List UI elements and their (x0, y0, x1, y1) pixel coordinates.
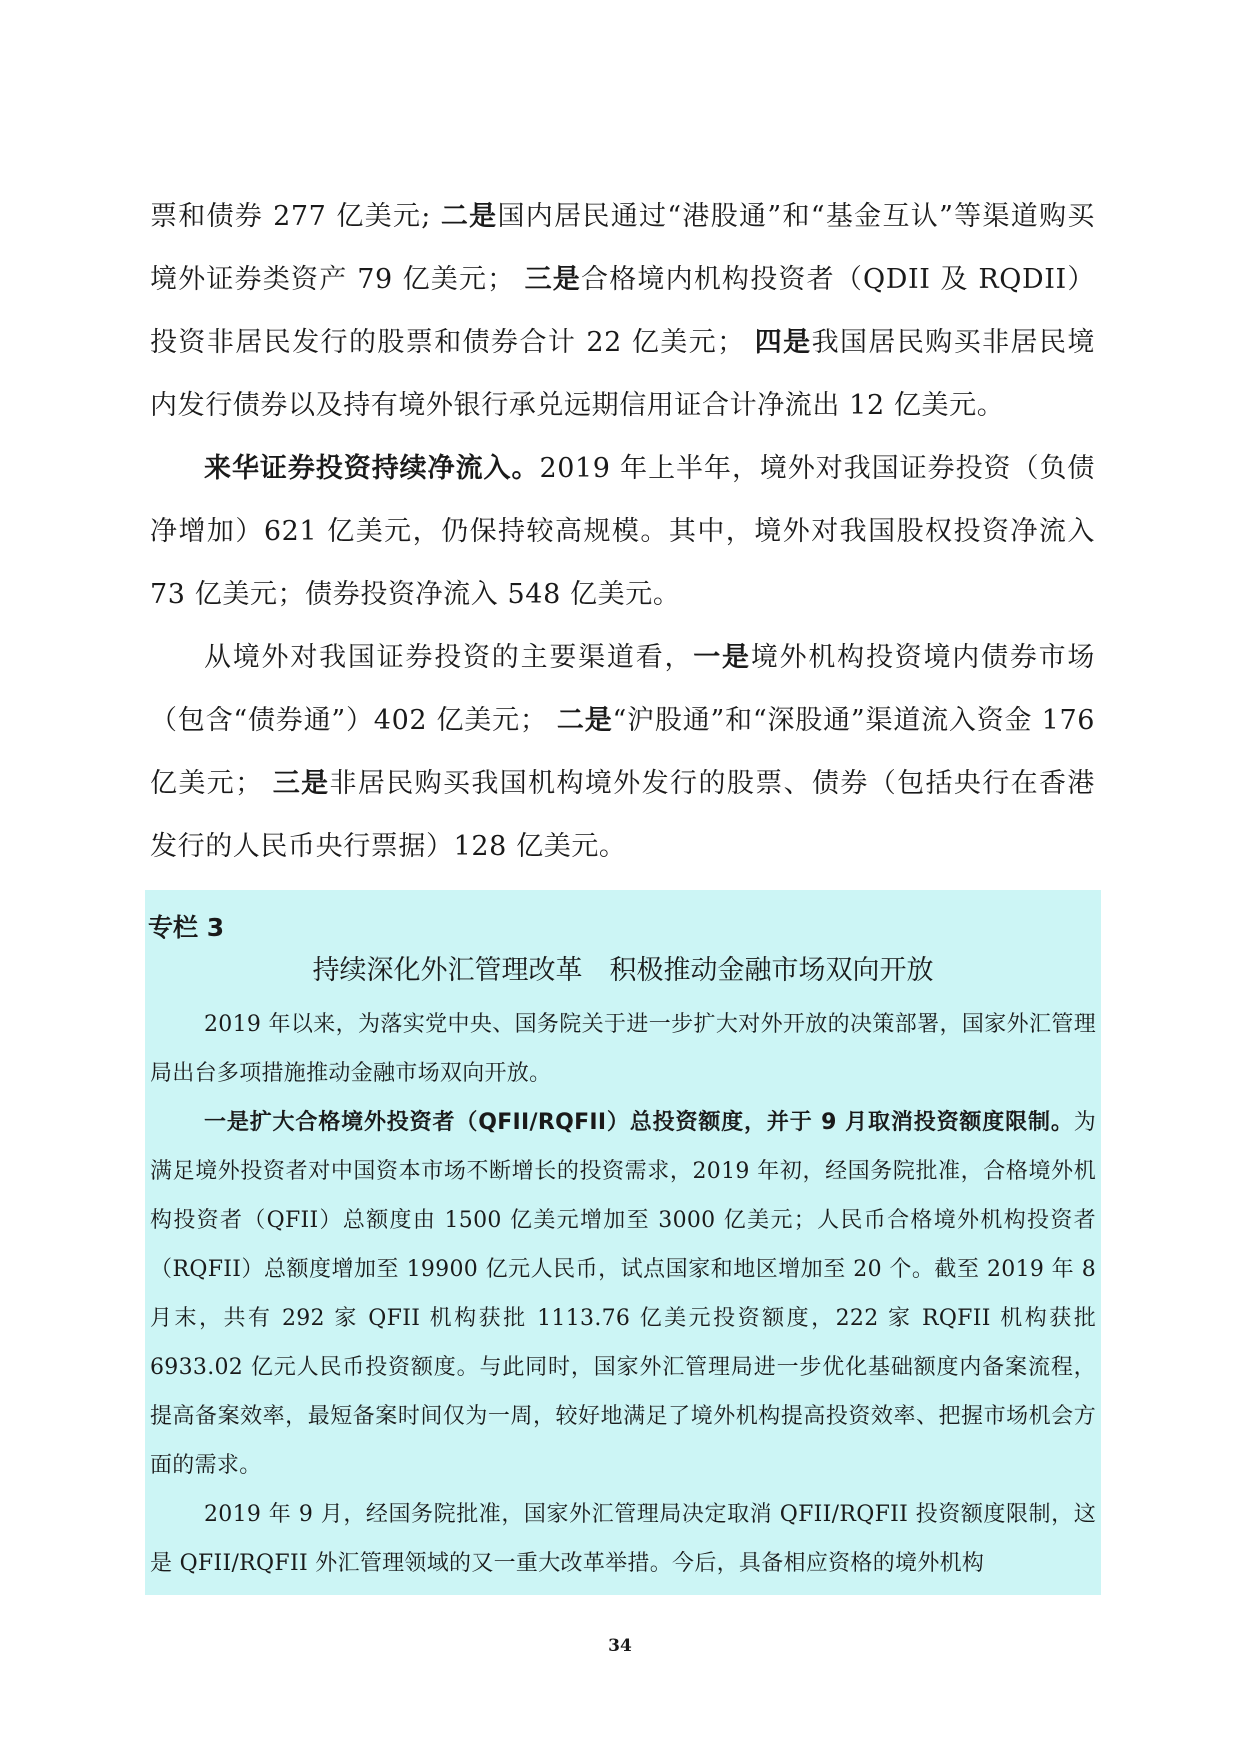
page-number: 34 (608, 1636, 632, 1656)
column-box-body (150, 1000, 1096, 1588)
column-paragraph-qfii-quota (150, 1098, 1096, 1490)
text-segment: 2019 年上半年，境外对我国证券投资（负债净增加）621 亿美元，仍保持较高规模。其中，境外对我国股权投资净流入 73 亿美元；债券投资净流入 548 亿美元。 (150, 453, 1095, 610)
text-segment: “沪股通”和“深股通”渠道流入资金 176 亿美元； (150, 705, 1096, 799)
text-segment: 票和债券 277 亿美元; (150, 201, 441, 232)
emphasis-third: 三是 (272, 768, 330, 799)
paragraph-heading: 来华证券投资持续净流入。 (204, 453, 540, 484)
text-segment: 非居民购买我国机构境外发行的股票、债券（包括央行在香港发行的人民币央行票据）128 亿美元。 (150, 768, 1095, 862)
emphasis-third: 三是 (524, 264, 581, 295)
paragraph-heading: 一是扩大合格境外投资者（QFII/RQFII）总投资额度，并于 9 月取消投资额度限制。 (204, 1110, 1074, 1135)
text-segment: 合格境内机构投资者（QDII 及 RQDII）投资非居民发行的股票和债券合计 22 亿美元； (150, 264, 1095, 358)
emphasis-first: 一是 (693, 642, 751, 673)
paragraph-inbound-channels (150, 626, 1095, 878)
emphasis-fourth: 四是 (754, 327, 812, 358)
emphasis-second: 二是 (440, 201, 498, 232)
main-body-text (150, 185, 1095, 878)
text-segment: 我国居民购买非居民境内发行债券以及持有境外银行承兑远期信用证合计净流出 12 亿美元。 (150, 327, 1095, 421)
text-segment: 从境外对我国证券投资的主要渠道看， (204, 642, 694, 673)
text-segment: 为满足境外投资者对中国资本市场不断增长的投资需求，2019 年初，经国务院批准，合格境外机构投资者（QFII）总额度由 1500 亿美元增加至 3000 亿美元；人民币合格境外机构投资者（RQFII）总额度增加至 19900 亿元人民币，试点国家和地区增加至 20 个。截至 2019 年 8 月末，共有 292 家 QFII 机构获批 1113.76 亿美元投资额度，222 家 RQFII 机构获批 6933.02 亿元人民币投资额度。与此同时，国家外汇管理局进一步优化基础额度内备案流程，提高备案效率，最短备案时间仅为一周，较好地满足了境外机构提高投资效率、把握市场机会方面的需求。 (150, 1110, 1096, 1478)
column-paragraph-quota-removal: 2019 年 9 月，经国务院批准，国家外汇管理局决定取消 QFII/RQFII 投资额度限制，这是 QFII/RQFII 外汇管理领域的又一重大改革举措。今后，具备相应资格的境外机构 (150, 1502, 1096, 1576)
column-box-title: 持续深化外汇管理改革 积极推动金融市场双向开放 (312, 955, 934, 986)
emphasis-second: 二是 (556, 705, 613, 736)
text-segment: 国内居民通过“港股通”和“基金互认”等渠道购买境外证券类资产 79 亿美元； (150, 201, 1096, 295)
column-paragraph-intro: 2019 年以来，为落实党中央、国务院关于进一步扩大对外开放的决策部署，国家外汇管理局出台多项措施推动金融市场双向开放。 (150, 1012, 1096, 1086)
paragraph-securities-outflow-channels (150, 185, 1095, 437)
column-box (145, 890, 1101, 1595)
paragraph-inbound-securities-investment (150, 437, 1095, 626)
text-segment: 境外机构投资境内债券市场（包含“债券通”）402 亿美元； (150, 642, 1096, 736)
column-box-label: 专栏 3 (148, 913, 225, 942)
